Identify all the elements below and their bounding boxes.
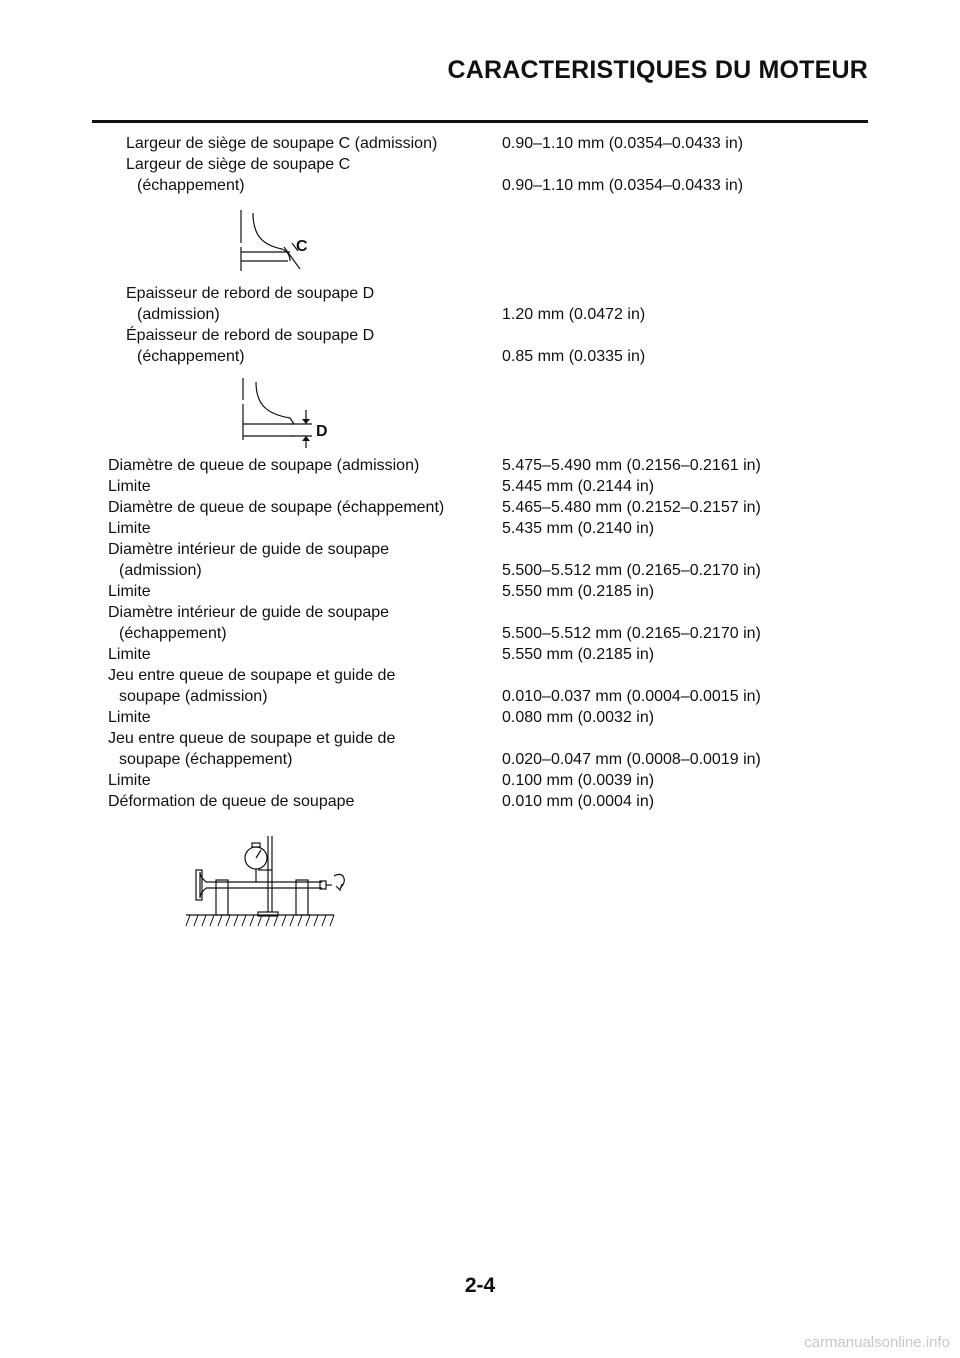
- spec-value: 0.90–1.10 mm (0.0354–0.0433 in): [502, 135, 744, 152]
- spec-label: Diamètre de queue de soupape (échappement): [108, 499, 445, 516]
- spec-value: 5.445 mm (0.2144 in): [502, 478, 655, 495]
- spec-label: Épaisseur de rebord de soupape D: [126, 327, 375, 344]
- spec-label: Diamètre de queue de soupape (admission): [108, 457, 420, 474]
- spec-label: Jeu entre queue de soupape et guide de: [108, 730, 396, 747]
- figure-label-d: D: [316, 423, 328, 440]
- spec-value: 5.475–5.490 mm (0.2156–0.2161 in): [502, 457, 761, 474]
- valve-seat-width-diagram: [232, 205, 322, 275]
- spec-label: (échappement): [137, 348, 245, 365]
- spec-value: 0.85 mm (0.0335 in): [502, 348, 646, 365]
- spec-value: 1.20 mm (0.0472 in): [502, 306, 646, 323]
- spec-label: (échappement): [137, 177, 245, 194]
- spec-value: 0.010–0.037 mm (0.0004–0.0015 in): [502, 688, 761, 705]
- spec-label: (échappement): [119, 625, 227, 642]
- spec-label: Jeu entre queue de soupape et guide de: [108, 667, 396, 684]
- spec-label: Limite: [108, 478, 151, 495]
- spec-value: 5.465–5.480 mm (0.2152–0.2157 in): [502, 499, 761, 516]
- spec-value: 5.435 mm (0.2140 in): [502, 520, 655, 537]
- header-divider: [92, 120, 868, 123]
- spec-label: Largeur de siège de soupape C (admission): [126, 135, 438, 152]
- spec-value: 0.90–1.10 mm (0.0354–0.0433 in): [502, 177, 744, 194]
- figure-label-c: C: [296, 238, 308, 255]
- valve-stem-runout-diagram: [182, 830, 362, 930]
- valve-margin-thickness-diagram: [232, 374, 332, 450]
- spec-value: 0.100 mm (0.0039 in): [502, 772, 655, 789]
- spec-label: soupape (admission): [119, 688, 268, 705]
- spec-label: Epaisseur de rebord de soupape D: [126, 285, 375, 302]
- watermark: carmanualsonline.info: [804, 1334, 950, 1351]
- spec-label: Déformation de queue de soupape: [108, 793, 355, 810]
- spec-label: Limite: [108, 772, 151, 789]
- spec-label: (admission): [137, 306, 220, 323]
- page-title: CARACTERISTIQUES DU MOTEUR: [447, 56, 868, 84]
- spec-value: 5.550 mm (0.2185 in): [502, 583, 655, 600]
- page-number: 2-4: [464, 1274, 496, 1297]
- spec-value: 0.010 mm (0.0004 in): [502, 793, 655, 810]
- spec-value: 0.080 mm (0.0032 in): [502, 709, 655, 726]
- spec-label: Limite: [108, 709, 151, 726]
- spec-label: Limite: [108, 520, 151, 537]
- spec-label: (admission): [119, 562, 202, 579]
- spec-label: Largeur de siège de soupape C: [126, 156, 351, 173]
- spec-label: Diamètre intérieur de guide de soupape: [108, 604, 390, 621]
- spec-value: 0.020–0.047 mm (0.0008–0.0019 in): [502, 751, 761, 768]
- spec-value: 5.550 mm (0.2185 in): [502, 646, 655, 663]
- spec-label: Limite: [108, 646, 151, 663]
- spec-value: 5.500–5.512 mm (0.2165–0.2170 in): [502, 562, 761, 579]
- spec-label: soupape (échappement): [119, 751, 293, 768]
- spec-label: Diamètre intérieur de guide de soupape: [108, 541, 390, 558]
- spec-label: Limite: [108, 583, 151, 600]
- spec-value: 5.500–5.512 mm (0.2165–0.2170 in): [502, 625, 761, 642]
